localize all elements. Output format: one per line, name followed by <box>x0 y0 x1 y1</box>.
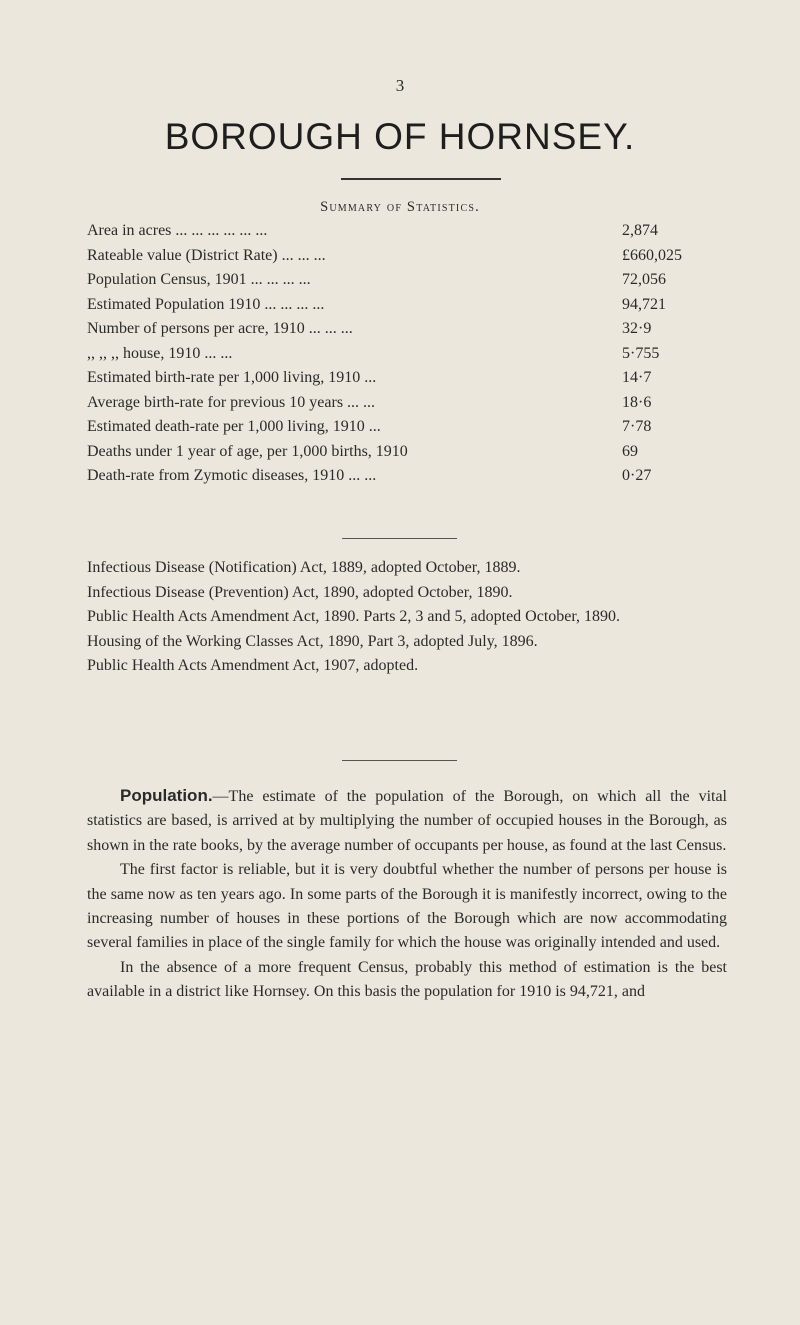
stat-value: 5·755 <box>622 344 660 362</box>
stat-value: 72,056 <box>622 271 666 288</box>
stat-value: 32·9 <box>622 320 652 337</box>
stat-value: 7·78 <box>622 418 652 435</box>
population-section <box>87 784 727 1005</box>
section-divider <box>342 760 457 761</box>
stat-row <box>87 418 727 443</box>
stat-row <box>87 369 727 394</box>
stat-row <box>87 467 727 492</box>
stat-label: Number of persons per acre, 1910 ... ... ... <box>87 320 353 337</box>
stat-label: Estimated Population 1910 ... ... ... ... <box>87 295 325 313</box>
stat-row <box>87 247 727 272</box>
stat-label: ,, ,, ,, house, 1910 ... ... <box>87 344 233 362</box>
stat-label: Estimated death-rate per 1,000 living, 1910 ... <box>87 418 381 435</box>
stat-value: 14·7 <box>622 369 652 386</box>
act-item: Infectious Disease (Prevention) Act, 1890, adopted October, 1890. <box>87 583 513 601</box>
stat-row <box>87 394 727 419</box>
population-paragraph: The first factor is reliable, but it is very doubtful whether the number of persons per house is the same now as ten years ago. In some parts of the Borough it is manifestly incorrect, owing to the increasing number of houses in these portions of the Borough which are now accommodating several families in place of the single family for which the house was originally intended and used. <box>87 861 727 952</box>
stat-value: 69 <box>622 442 638 460</box>
stat-row <box>87 320 727 345</box>
stat-label: Area in acres ... ... ... ... ... ... <box>87 222 268 239</box>
stat-value: 94,721 <box>622 295 666 313</box>
stat-row <box>87 222 727 247</box>
page-number: 3 <box>395 76 405 95</box>
population-heading: Population. <box>120 786 213 805</box>
stat-label: Death-rate from Zymotic diseases, 1910 ... ... <box>87 467 377 484</box>
act-item: Public Health Acts Amendment Act, 1907, adopted. <box>87 657 419 675</box>
page-title: BOROUGH OF HORNSEY. <box>164 116 636 157</box>
stat-label: Rateable value (District Rate) ... ... ... <box>87 246 326 264</box>
stat-row <box>87 443 727 468</box>
stat-label: Average birth-rate for previous 10 years ... ... <box>87 393 376 411</box>
stat-row <box>87 271 727 296</box>
stat-label: Estimated birth-rate per 1,000 living, 1910 ... <box>87 369 377 386</box>
population-paragraph-text: —The estimate of the population of the Borough, on which all the vital statistics are based, is arrived at by multiplying the number of occupied houses in the Borough, as shown in the rate books, by the average number of occupants per house, as found at the last Census. <box>87 788 727 854</box>
act-item: Housing of the Working Classes Act, 1890, Part 3, adopted July, 1896. <box>87 632 538 650</box>
stat-label: Population Census, 1901 ... ... ... ... <box>87 271 311 288</box>
summary-heading: Summary of Statistics. <box>320 199 480 215</box>
title-divider <box>341 178 501 180</box>
stat-value: 0·27 <box>622 467 652 484</box>
population-paragraph: In the absence of a more frequent Census, probably this method of estimation is the best available in a district like Hornsey. On this basis the population for 1910 is 94,721, and <box>87 958 727 1001</box>
stat-value: 2,874 <box>622 222 658 239</box>
stat-value: £660,025 <box>622 246 682 264</box>
stat-row <box>87 345 727 370</box>
stat-row <box>87 296 727 321</box>
statistics-table <box>87 222 727 492</box>
stat-label: Deaths under 1 year of age, per 1,000 births, 1910 <box>87 442 408 460</box>
act-item: Public Health Acts Amendment Act, 1890. Parts 2, 3 and 5, adopted October, 1890. <box>87 608 621 626</box>
stat-value: 18·6 <box>622 393 652 411</box>
section-divider <box>342 538 457 539</box>
acts-list <box>87 556 727 679</box>
population-paragraph <box>87 784 727 858</box>
act-item: Infectious Disease (Notification) Act, 1889, adopted October, 1889. <box>87 559 521 576</box>
